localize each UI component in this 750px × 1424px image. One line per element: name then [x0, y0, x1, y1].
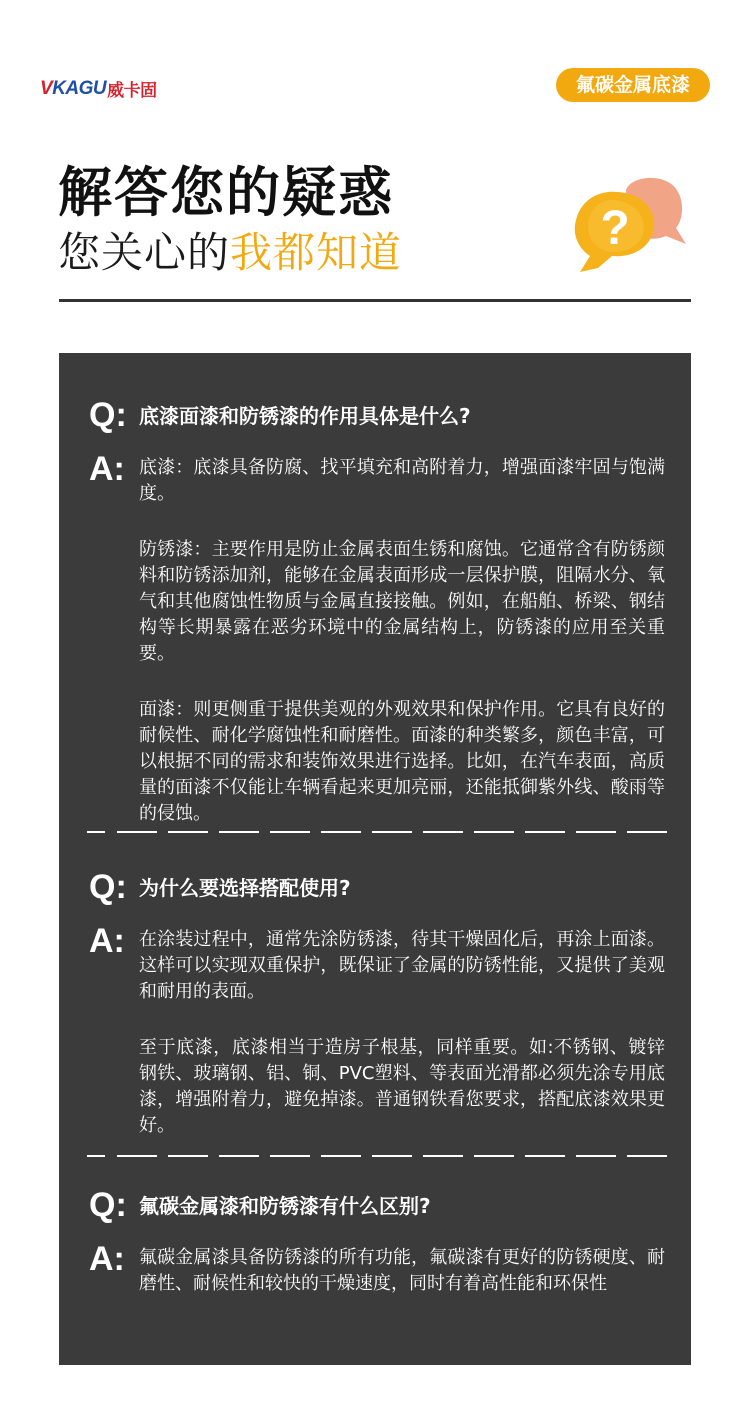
header-divider	[59, 299, 691, 302]
divider-dash	[372, 1155, 412, 1157]
page-title: 解答您的疑惑	[58, 161, 394, 224]
question-mark-label: Q:	[89, 396, 127, 434]
divider-dash	[474, 831, 514, 833]
divider-dash	[270, 1155, 310, 1157]
answer-paragraph: 防锈漆：主要作用是防止金属表面生锈和腐蚀。它通常含有防锈颜料和防锈添加剂，能够在金属表面形成一层保护膜，阻隔水分、氧气和其他腐蚀性物质与金属直接接触。例如，在船舶、桥梁、钢结构等长期暴露在恶劣环境中的金属结构上，防锈漆的应用至关重要。	[139, 539, 665, 664]
divider-dash	[219, 1155, 259, 1157]
logo-wordmark: KAGU	[52, 77, 107, 99]
logo-letter-v: V	[40, 77, 53, 99]
answer-paragraph: 氟碳金属漆具备防锈漆的所有功能，氟碳漆有更好的防锈硬度、耐磨性、耐候性和较快的干燥速度，同时有着高性能和环保性	[139, 1247, 665, 1294]
question-mark-label: Q:	[89, 868, 127, 906]
divider-dash	[627, 1155, 667, 1157]
divider-dash	[525, 1155, 565, 1157]
question-text: 为什么要选择搭配使用?	[139, 876, 351, 900]
faq-panel	[59, 353, 691, 1365]
question-mark-glyph: ?	[600, 202, 630, 255]
answer-paragraph: 面漆：则更侧重于提供美观的外观效果和保护作用。它具有良好的耐候性、耐化学腐蚀性和耐磨性。面漆的种类繁多，颜色丰富，可以根据不同的需求和装饰效果进行选择。比如，在汽车表面，高质量的面漆不仅能让车辆看起来更加亮丽，还能抵御紫外线、酸雨等的侵蚀。	[139, 699, 665, 824]
divider-dash	[117, 1155, 157, 1157]
faq-item-1	[59, 395, 691, 827]
divider-dash	[474, 1155, 514, 1157]
divider-dash	[423, 1155, 463, 1157]
divider-dash	[525, 831, 565, 833]
product-badge: 氟碳金属底漆	[556, 68, 710, 102]
divider-dash	[576, 831, 616, 833]
divider-dash	[321, 831, 361, 833]
divider-dash	[270, 831, 310, 833]
section-divider	[87, 831, 667, 833]
question-bubble-icon	[568, 172, 692, 276]
page-subtitle	[58, 226, 402, 280]
answer-mark-label: A:	[89, 450, 125, 488]
divider-dash	[87, 831, 105, 833]
brand-logo	[40, 76, 157, 101]
divider-dash	[321, 1155, 361, 1157]
divider-dash	[168, 831, 208, 833]
question-mark-label: Q:	[89, 1186, 127, 1224]
divider-dash	[423, 831, 463, 833]
divider-dash	[372, 831, 412, 833]
answer-paragraph: 底漆：底漆具备防腐、找平填充和高附着力，增强面漆牢固与饱满度。	[139, 457, 665, 504]
logo-chinese-name: 威卡固	[107, 81, 157, 100]
divider-dash	[627, 831, 667, 833]
divider-dash	[87, 1155, 105, 1157]
divider-dash	[168, 1155, 208, 1157]
divider-dash	[576, 1155, 616, 1157]
answer-mark-label: A:	[89, 1240, 125, 1278]
divider-dash	[219, 831, 259, 833]
divider-dash	[117, 831, 157, 833]
answer-paragraph: 至于底漆，底漆相当于造房子根基，同样重要。如:不锈钢、镀锌钢铁、玻璃钢、铝、铜、PVC塑料、等表面光滑都必须先涂专用底漆，增强附着力，避免掉漆。普通钢铁看您要求，搭配底漆效果更好。	[139, 1037, 665, 1136]
faq-item-3	[59, 1185, 691, 1297]
section-divider	[87, 1155, 667, 1157]
answer-paragraph: 在涂装过程中，通常先涂防锈漆，待其干燥固化后，再涂上面漆。这样可以实现双重保护，既保证了金属的防锈性能，又提供了美观和耐用的表面。	[139, 929, 665, 1002]
faq-item-2	[59, 867, 691, 1139]
question-text: 底漆面漆和防锈漆的作用具体是什么?	[139, 404, 471, 428]
answer-mark-label: A:	[89, 922, 125, 960]
subtitle-highlight: 我都知道	[230, 228, 403, 277]
subtitle-normal: 您关心的	[58, 228, 231, 277]
question-text: 氟碳金属漆和防锈漆有什么区别?	[139, 1194, 431, 1218]
